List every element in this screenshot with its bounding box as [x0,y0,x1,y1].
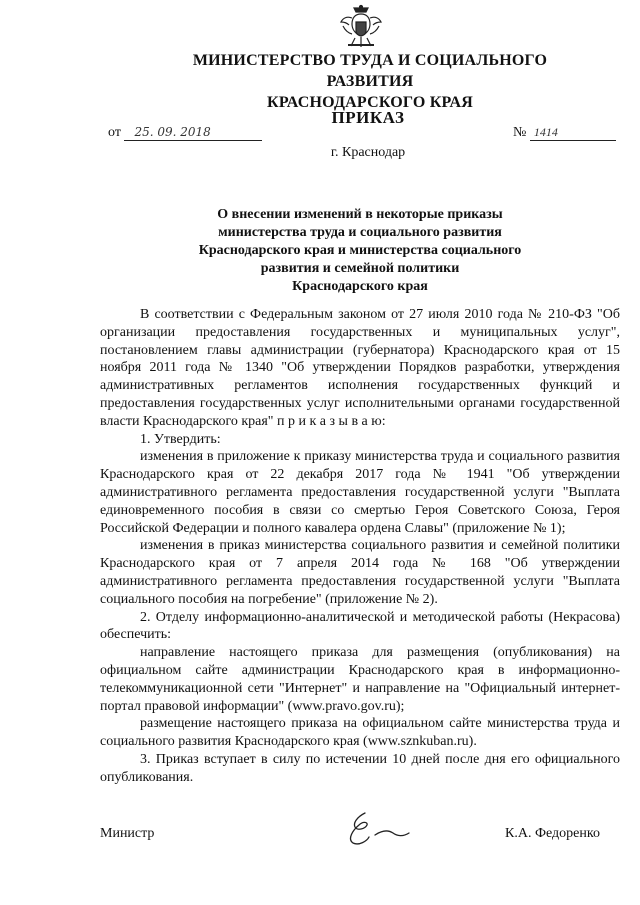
number-field [513,125,616,141]
date-field [108,125,262,141]
title-line-3: Краснодарского края и министерства социального [198,243,522,258]
title-line-1: О внесении изменений в некоторые приказы [217,207,503,222]
number-value: 1414 [530,125,616,141]
date-value: 25. 09. 2018 [124,125,262,141]
document-body [100,306,620,787]
handwritten-signature-icon [335,805,425,853]
title-line-4: развития и семейной политики [260,261,460,276]
paragraph-item-1-b: изменения в приказ министерства социального развития и семейной политики Краснодарского края от 7 апреля 2014 года № 168 "Об утверждении административного регламента предоставления государственной услуги "Выплата социального пособия на погребение" (приложение № 2). [100,538,620,607]
city [0,145,640,161]
paragraph-item-3: 3. Приказ вступает в силу по истечении 10 дней после дня его официального опубликования. [100,751,620,785]
signatory-name: К.А. Федоренко [505,826,600,841]
paragraph-item-2-a: направление настоящего приказа для размещения (опубликования) на официальном сайте администрации Краснодарского края в информационно-телекоммуникационной сети "Интернет" и направление на "Официальный интернет-портал правовой информации" (www.pravo.gov.ru); [100,645,620,714]
coat-of-arms-icon [340,4,382,50]
city-label: г. Краснодар [330,145,406,160]
title-line-2: министерства труда и социального развития [218,225,502,240]
paragraph-preamble: В соответствии с Федеральным законом от 27 июля 2010 года № 210-ФЗ "Об организации предоставления государственных и муниципальных услуг", постановлением главы администрации (губернатора) Краснодарского края от 15 ноября 2011 года № 1340 "Об утверждении Порядков разработки, утверждения административных регламентов исполнения государственных функций и предоставления государственных услуг исполнительными органами государственной власти Краснодарского края" п р и к а з ы в а ю: [100,307,620,429]
ministry-line-1: МИНИСТЕРСТВО ТРУДА И СОЦИАЛЬНОГО РАЗВИТИЯ [192,52,548,90]
ministry-name [150,50,590,113]
signatory-position: Министр [100,826,155,841]
paragraph-item-2: 2. Отделу информационно-аналитической и методической работы (Некрасова) обеспечить: [100,609,620,643]
paragraph-item-2-b: размещение настоящего приказа на официальном сайте министерства труда и социального развития Краснодарского края (www.sznkuban.ru). [100,716,620,750]
title-line-5: Краснодарского края [292,279,428,294]
paragraph-item-1-a: изменения в приложение к приказу министерства труда и социального развития Краснодарского края от 22 декабря 2017 года № 1941 "Об утверждении административного регламента предоставления государственной услуги "Выплата единовременного пособия в связи со смертью Героя Советского Союза, Героя Российской Федерации и полного кавалера ордена Славы" (приложение № 1); [100,449,620,536]
document-title [170,206,550,296]
date-prefix: от [108,125,121,140]
document-type-label: ПРИКАЗ [331,108,405,127]
number-prefix: № [513,125,527,140]
paragraph-item-1: 1. Утвердить: [140,431,221,447]
ministry-line-2: КРАСНОДАРСКОГО КРАЯ [267,94,473,111]
